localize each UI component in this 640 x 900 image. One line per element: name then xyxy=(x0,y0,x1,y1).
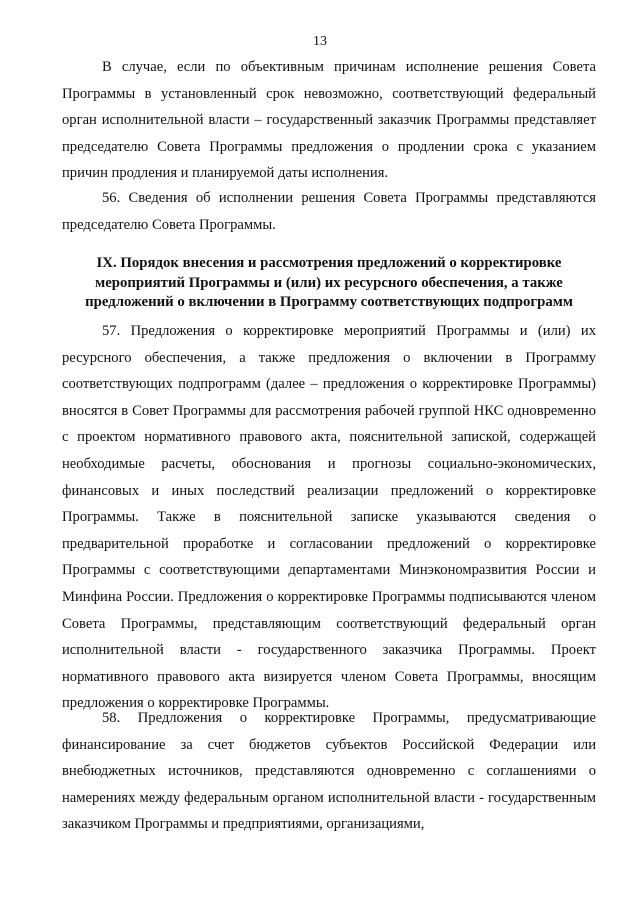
paragraph-57 xyxy=(62,318,596,717)
paragraph-extension-request xyxy=(62,54,596,187)
page-number: 13 xyxy=(313,34,327,49)
paragraph-text: В случае, если по объективным причинам исполнение решения Совета Программы в установленный срок невозможно, соответствующий федеральный орган исполнительной власти – государственный заказчик Программы представляет председателю Совета Программы предложения о продлении срока с указанием причин продления и планируемой даты исполнения. xyxy=(62,59,596,182)
paragraph-text: 58. Предложения о корректировке Программы, предусматривающие финансирование за счет бюджетов субъектов Российской Федерации или внебюджетных источников, представляются одновременно с соглашениями о намерениях между федеральным органом исполнительной власти - государственным заказчиком Программы и предприятиями, организациями, xyxy=(62,710,596,833)
section-heading: IX. Порядок внесения и рассмотрения предложений о корректировке мероприятий Программы и (или) их ресурсного обеспечения, а также предложений о включении в Программу соответствующих подпрограмм xyxy=(85,255,573,310)
paragraph-text: 57. Предложения о корректировке мероприятий Программы и (или) их ресурсного обеспечения, а также предложения о включении в Программу соответствующих подпрограмм (далее – предложения о корректировке Программы) вносятся в Совет Программы для рассмотрения рабочей группой НКС одновременно с проектом нормативного правового акта, пояснительной запиской, содержащей необходимые расчеты, обоснования и прогнозы социально-экономических, финансовых и иных последствий реализации предложений о корректировке Программы. Также в пояснительной записке указываются сведения о предварительной проработке и согласовании предложений о корректировке Программы с соответствующими департаментами Минэкономразвития России и Минфина России. Предложения о корректировке Программы подписываются членом Совета Программы, представляющим соответствующий федеральный орган исполнительной власти - государственного заказчика Программы. Проект нормативного правового акта визируется членом Совета Программы, вносящим предложения о корректировке Программы. xyxy=(62,323,596,712)
paragraph-58 xyxy=(62,705,596,838)
paragraph-56 xyxy=(62,185,596,238)
paragraph-text: 56. Сведения об исполнении решения Совета Программы представляются председателю Совета Программы. xyxy=(62,190,596,233)
